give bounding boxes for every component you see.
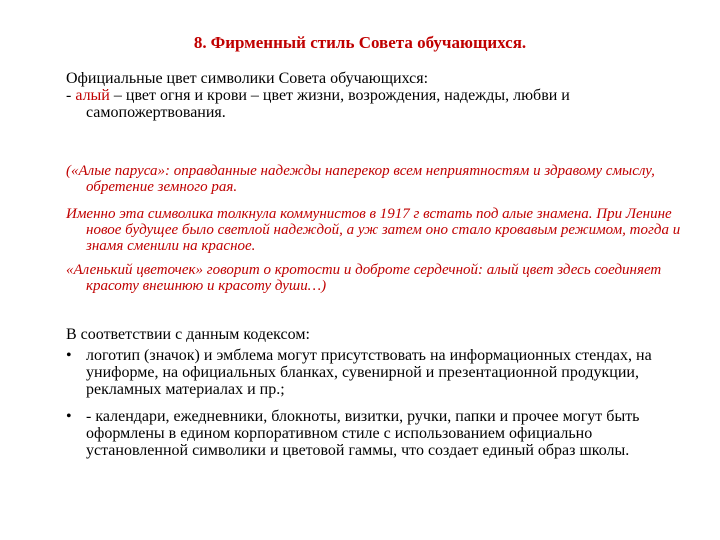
bullet-item-2 [66,408,686,459]
intro-heading: Официальные цвет символики Совета обучающихся: [66,70,429,87]
bullet-text-2: - календари, ежедневники, блокноты, визитки, ручки, папки и прочее могут быть оформлены в едином корпоративном стиле с использованием официально установленной символики и цветовой гаммы, что создает единый образ школы. [86,408,640,459]
bullet-text-1: логотип (значок) и эмблема могут присутствовать на информационных стендах, на униформе, на официальных бланках, сувенирной и презентационной продукции, рекламных материалах и пр.; [86,347,652,398]
title-number: 8. [193,33,207,52]
color-definition [66,87,686,121]
color-word: алый [75,87,110,104]
quote-paragraph-1: («Алые паруса»: оправданные надежды наперекор всем неприятностям и здравому смыслу, обретение земного рая. [66,163,655,195]
color-description: – цвет огня и крови – цвет жизни, возрождения, надежды, любви и самопожертвования. [86,87,570,121]
bullet-icon: • [66,347,72,364]
color-dash: - [66,87,72,104]
bullet-item-1 [66,347,686,398]
title-text: Фирменный стиль Совета обучающихся. [210,33,527,52]
code-section [66,326,686,459]
code-heading: В соответствии с данным кодексом: [66,326,310,343]
slide-title [0,33,720,53]
quote-paragraph-2: Именно эта символика толкнула коммунистов в 1917 г встать под алые знамена. При Ленине новое будущее было светлой надеждой, а уж затем оно стало кровавым режимом, тогда и знамя сменили на красное. [66,206,681,254]
bullet-icon: • [66,408,72,425]
quote-paragraph-3: «Аленький цветочек» говорит о кротости и доброте сердечной: алый цвет здесь соединяет красоту внешнюю и красоту души…) [66,262,662,294]
intro-section [66,70,686,121]
